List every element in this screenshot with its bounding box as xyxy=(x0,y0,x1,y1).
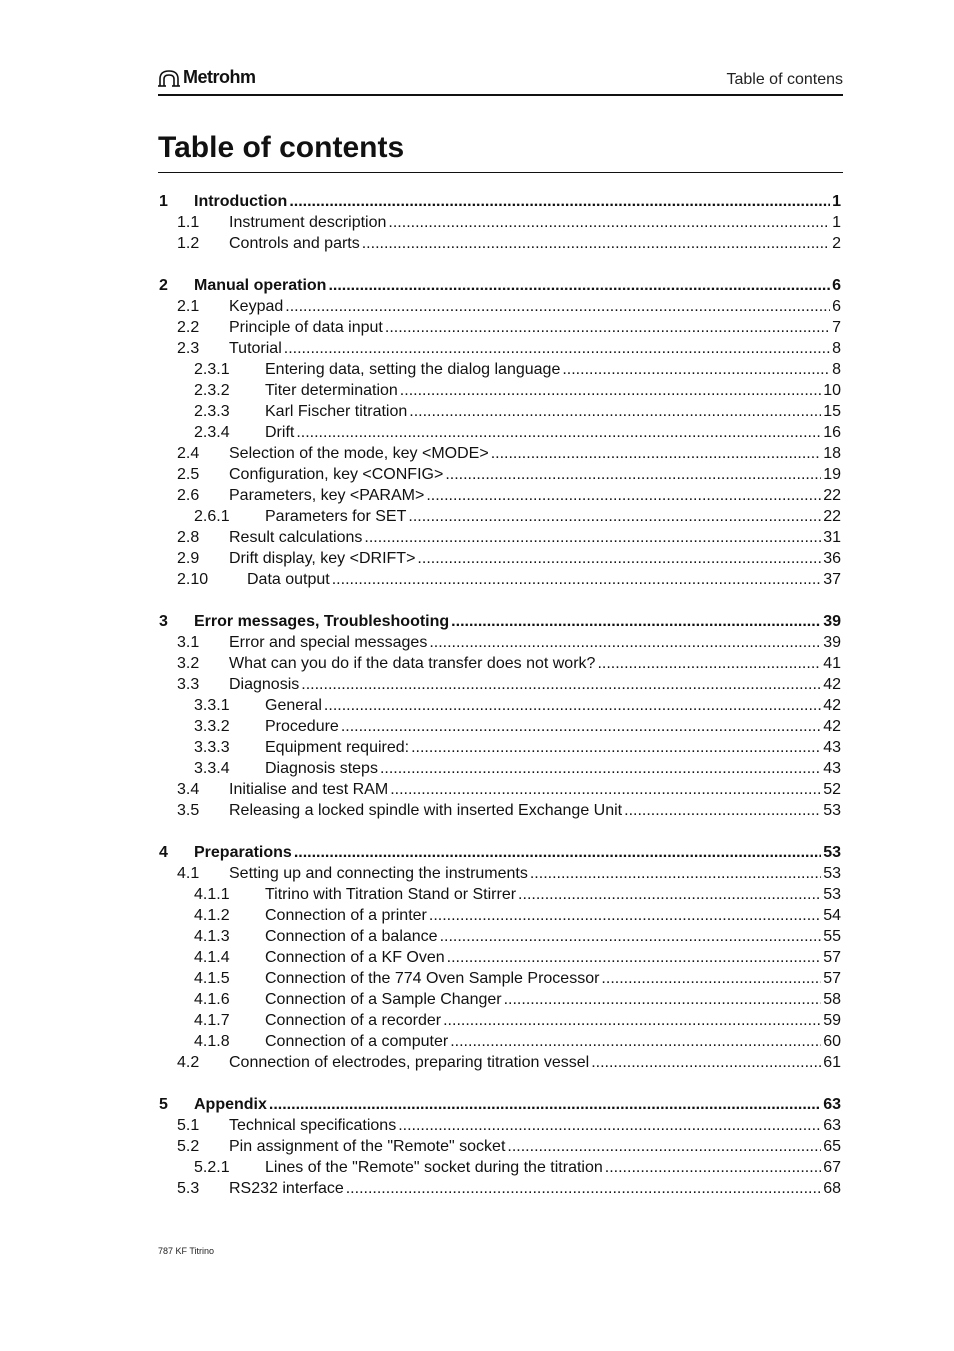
toc-chapter[interactable] xyxy=(158,192,841,213)
toc-number: 3.4 xyxy=(177,781,200,798)
toc-page-number: 63 xyxy=(823,1117,841,1134)
dot-leader xyxy=(301,675,821,695)
toc-title: Connection of a Sample Changer xyxy=(265,991,502,1008)
toc-title: Selection of the mode, key <MODE> xyxy=(229,445,489,462)
dot-leader xyxy=(447,948,822,968)
toc-number: 4.1.3 xyxy=(194,928,230,945)
brand-name: Metrohm xyxy=(183,67,256,87)
toc-chapter[interactable] xyxy=(158,1095,841,1116)
toc-number: 2.10 xyxy=(177,571,209,588)
toc-entry[interactable] xyxy=(158,927,841,948)
toc-title-cell xyxy=(265,927,841,947)
toc-entry[interactable] xyxy=(158,1158,841,1179)
dot-leader xyxy=(429,906,821,926)
dot-leader xyxy=(491,444,822,464)
toc-title-cell xyxy=(265,759,841,779)
toc-entry[interactable] xyxy=(158,318,841,339)
toc-entry[interactable] xyxy=(158,969,841,990)
toc-title-cell xyxy=(265,381,841,401)
toc-number: 3 xyxy=(159,613,168,630)
toc-entry[interactable] xyxy=(158,507,841,528)
toc-title-cell xyxy=(229,1116,841,1136)
toc-entry[interactable] xyxy=(158,948,841,969)
toc-title-cell xyxy=(265,507,841,527)
toc-entry[interactable] xyxy=(158,549,841,570)
table-of-contents xyxy=(158,192,841,1200)
toc-page-number: 68 xyxy=(823,1180,841,1197)
toc-title: Error messages, Troubleshooting xyxy=(194,613,450,630)
toc-page-number: 53 xyxy=(823,886,841,903)
toc-title: Connection of a KF Oven xyxy=(265,949,445,966)
toc-number: 2.8 xyxy=(177,529,200,546)
toc-title-cell xyxy=(194,843,841,863)
toc-entry[interactable] xyxy=(158,444,841,465)
toc-title-cell xyxy=(229,339,841,359)
toc-page-number: 60 xyxy=(823,1033,841,1050)
toc-title-cell xyxy=(194,192,841,212)
toc-title-cell xyxy=(247,570,841,590)
toc-title-cell xyxy=(265,969,841,989)
toc-title-cell xyxy=(229,801,841,821)
toc-entry[interactable] xyxy=(158,696,841,717)
dot-leader xyxy=(601,969,821,989)
dot-leader xyxy=(429,633,821,653)
toc-title-cell xyxy=(265,717,841,737)
toc-page-number: 42 xyxy=(823,697,841,714)
dot-leader xyxy=(332,570,821,590)
brand-logo xyxy=(158,67,256,88)
toc-title: Titer determination xyxy=(265,382,398,399)
toc-title-cell xyxy=(229,549,841,569)
toc-title-cell xyxy=(265,948,841,968)
toc-page-number: 2 xyxy=(832,235,841,252)
toc-number: 2.9 xyxy=(177,550,200,567)
toc-title: Connection of a computer xyxy=(265,1033,449,1050)
toc-number: 2.3.2 xyxy=(194,382,230,399)
toc-entry[interactable] xyxy=(158,717,841,738)
toc-page-number: 57 xyxy=(823,949,841,966)
toc-page-number: 22 xyxy=(823,487,841,504)
dot-leader xyxy=(597,654,821,674)
toc-title-cell xyxy=(194,612,841,632)
toc-page-number: 39 xyxy=(823,613,841,630)
toc-chapter[interactable] xyxy=(158,612,841,633)
toc-title: Lines of the "Remote" socket during the titration xyxy=(265,1159,603,1176)
toc-entry[interactable] xyxy=(158,465,841,486)
toc-title-cell xyxy=(229,675,841,695)
toc-chapter[interactable] xyxy=(158,843,841,864)
dot-leader xyxy=(440,927,822,947)
toc-entry[interactable] xyxy=(158,423,841,444)
dot-leader xyxy=(289,192,830,212)
toc-page-number: 59 xyxy=(823,1012,841,1029)
toc-entry[interactable] xyxy=(158,654,841,675)
toc-page-number: 31 xyxy=(823,529,841,546)
toc-number: 4.1.8 xyxy=(194,1033,230,1050)
dot-leader xyxy=(328,276,830,296)
toc-title: General xyxy=(265,697,322,714)
toc-number: 5.1 xyxy=(177,1117,200,1134)
toc-title: Keypad xyxy=(229,298,284,315)
toc-title-cell xyxy=(229,1053,841,1073)
toc-title-cell xyxy=(265,906,841,926)
toc-number: 5.2 xyxy=(177,1138,200,1155)
toc-page-number: 6 xyxy=(832,298,841,315)
toc-title-cell xyxy=(265,1032,841,1052)
toc-number: 3.3.1 xyxy=(194,697,230,714)
toc-title: Instrument description xyxy=(229,214,387,231)
toc-title-cell xyxy=(229,1137,841,1157)
toc-entry[interactable] xyxy=(158,864,841,885)
toc-title: Initialise and test RAM xyxy=(229,781,389,798)
toc-title: Connection of a recorder xyxy=(265,1012,442,1029)
toc-number: 1 xyxy=(159,193,168,210)
dot-leader xyxy=(443,1011,821,1031)
toc-page-number: 22 xyxy=(823,508,841,525)
toc-number: 2.3.1 xyxy=(194,361,230,378)
toc-title: Preparations xyxy=(194,844,292,861)
dot-leader xyxy=(450,1032,821,1052)
dot-leader xyxy=(364,528,821,548)
toc-page-number: 7 xyxy=(832,319,841,336)
dot-leader xyxy=(417,549,821,569)
toc-title: Result calculations xyxy=(229,529,363,546)
toc-title-cell xyxy=(229,213,841,233)
dot-leader xyxy=(324,696,821,716)
toc-title: Connection of a printer xyxy=(265,907,427,924)
toc-page-number: 57 xyxy=(823,970,841,987)
dot-leader xyxy=(385,318,830,338)
toc-number: 1.2 xyxy=(177,235,200,252)
toc-title: Controls and parts xyxy=(229,235,360,252)
page-footer: 787 KF Titrino xyxy=(158,1246,215,1256)
toc-number: 5.2.1 xyxy=(194,1159,230,1176)
toc-number: 2.2 xyxy=(177,319,200,336)
toc-entry[interactable] xyxy=(158,885,841,906)
toc-title: Drift display, key <DRIFT> xyxy=(229,550,416,567)
toc-number: 3.5 xyxy=(177,802,200,819)
toc-page-number: 15 xyxy=(823,403,841,420)
toc-page-number: 1 xyxy=(832,214,841,231)
toc-title: Parameters, key <PARAM> xyxy=(229,487,425,504)
toc-page-number: 8 xyxy=(832,361,841,378)
toc-page-number: 42 xyxy=(823,718,841,735)
toc-title-cell xyxy=(229,528,841,548)
toc-entry[interactable] xyxy=(158,990,841,1011)
toc-entry[interactable] xyxy=(158,402,841,423)
toc-page-number: 16 xyxy=(823,424,841,441)
toc-number: 4.1.4 xyxy=(194,949,230,966)
toc-title-cell xyxy=(229,234,841,254)
toc-title: What can you do if the data transfer does not work? xyxy=(229,655,596,672)
toc-title-cell xyxy=(229,780,841,800)
toc-page-number: 36 xyxy=(823,550,841,567)
toc-number: 4.1.7 xyxy=(194,1012,230,1029)
toc-page-number: 53 xyxy=(823,844,841,861)
toc-title-cell xyxy=(194,1095,841,1115)
toc-number: 3.3.2 xyxy=(194,718,230,735)
toc-entry[interactable] xyxy=(158,738,841,759)
toc-entry[interactable] xyxy=(158,339,841,360)
toc-entry[interactable] xyxy=(158,297,841,318)
toc-number: 4 xyxy=(159,844,168,861)
toc-number: 2.6 xyxy=(177,487,200,504)
dot-leader xyxy=(409,402,821,422)
toc-number: 2.6.1 xyxy=(194,508,230,525)
toc-title: Introduction xyxy=(194,193,288,210)
dot-leader xyxy=(269,1095,821,1115)
toc-number: 3.3.3 xyxy=(194,739,230,756)
toc-entry[interactable] xyxy=(158,906,841,927)
toc-entry[interactable] xyxy=(158,381,841,402)
toc-number: 2.3.4 xyxy=(194,424,230,441)
dot-leader xyxy=(294,843,821,863)
dot-leader xyxy=(507,1137,821,1157)
toc-number: 2.1 xyxy=(177,298,200,315)
toc-title: Entering data, setting the dialog language xyxy=(265,361,561,378)
toc-title: Pin assignment of the "Remote" socket xyxy=(229,1138,506,1155)
toc-number: 5.3 xyxy=(177,1180,200,1197)
toc-entry[interactable] xyxy=(158,633,841,654)
dot-leader xyxy=(390,780,821,800)
toc-entry[interactable] xyxy=(158,486,841,507)
dot-leader xyxy=(605,1158,821,1178)
toc-entry[interactable] xyxy=(158,213,841,234)
toc-title-cell xyxy=(265,423,841,443)
toc-title-cell xyxy=(229,444,841,464)
toc-number: 3.1 xyxy=(177,634,200,651)
toc-page-number: 1 xyxy=(832,193,841,210)
toc-page-number: 39 xyxy=(823,634,841,651)
toc-page-number: 18 xyxy=(823,445,841,462)
toc-entry[interactable] xyxy=(158,759,841,780)
running-head: Table of contens xyxy=(726,71,843,88)
toc-page-number: 54 xyxy=(823,907,841,924)
toc-title: Drift xyxy=(265,424,295,441)
toc-title: Tutorial xyxy=(229,340,282,357)
dot-leader xyxy=(426,486,821,506)
toc-title: Appendix xyxy=(194,1096,267,1113)
toc-entry[interactable] xyxy=(158,360,841,381)
toc-title-cell xyxy=(229,654,841,674)
toc-title: Manual operation xyxy=(194,277,327,294)
toc-entry[interactable] xyxy=(158,675,841,696)
dot-leader xyxy=(284,339,830,359)
toc-page-number: 10 xyxy=(823,382,841,399)
dot-leader xyxy=(451,612,821,632)
toc-page-number: 65 xyxy=(823,1138,841,1155)
metrohm-logo-icon xyxy=(158,68,180,88)
toc-title-cell xyxy=(265,696,841,716)
toc-page-number: 43 xyxy=(823,739,841,756)
toc-entry[interactable] xyxy=(158,234,841,255)
toc-title-cell xyxy=(229,633,841,653)
toc-number: 4.1.1 xyxy=(194,886,230,903)
toc-title-cell xyxy=(265,738,841,758)
toc-number: 4.2 xyxy=(177,1054,200,1071)
toc-title: Karl Fischer titration xyxy=(265,403,408,420)
toc-number: 3.3 xyxy=(177,676,200,693)
dot-leader xyxy=(408,507,821,527)
toc-page-number: 37 xyxy=(823,571,841,588)
toc-title-cell xyxy=(265,402,841,422)
toc-page-number: 52 xyxy=(823,781,841,798)
toc-page-number: 58 xyxy=(823,991,841,1008)
toc-page-number: 42 xyxy=(823,676,841,693)
toc-title-cell xyxy=(265,1011,841,1031)
toc-title: Titrino with Titration Stand or Stirrer xyxy=(265,886,517,903)
dot-leader xyxy=(445,465,821,485)
toc-title-cell xyxy=(265,885,841,905)
dot-leader xyxy=(400,381,821,401)
toc-page-number: 43 xyxy=(823,760,841,777)
dot-leader xyxy=(530,864,821,884)
toc-title-cell xyxy=(229,318,841,338)
toc-title: Diagnosis xyxy=(229,676,300,693)
toc-page-number: 67 xyxy=(823,1159,841,1176)
toc-title: Setting up and connecting the instruments xyxy=(229,865,528,882)
toc-title: Equipment required: xyxy=(265,739,410,756)
toc-number: 4.1.2 xyxy=(194,907,230,924)
toc-entry[interactable] xyxy=(158,1179,841,1200)
toc-title: Principle of data input xyxy=(229,319,383,336)
toc-title: Configuration, key <CONFIG> xyxy=(229,466,444,483)
toc-number: 1.1 xyxy=(177,214,200,231)
dot-leader xyxy=(285,297,830,317)
toc-title-cell xyxy=(229,864,841,884)
toc-number: 5 xyxy=(159,1096,168,1113)
toc-chapter[interactable] xyxy=(158,276,841,297)
toc-title: Diagnosis steps xyxy=(265,760,378,777)
toc-title-cell xyxy=(265,360,841,380)
toc-number: 4.1.6 xyxy=(194,991,230,1008)
toc-page-number: 63 xyxy=(823,1096,841,1113)
toc-title: Connection of a balance xyxy=(265,928,438,945)
dot-leader xyxy=(624,801,821,821)
dot-leader xyxy=(296,423,821,443)
toc-title: Procedure xyxy=(265,718,339,735)
toc-entry[interactable] xyxy=(158,570,841,591)
toc-number: 3.2 xyxy=(177,655,200,672)
toc-entry[interactable] xyxy=(158,528,841,549)
toc-page-number: 8 xyxy=(832,340,841,357)
toc-title: Technical specifications xyxy=(229,1117,397,1134)
toc-number: 2.4 xyxy=(177,445,200,462)
toc-title: Connection of electrodes, preparing titration vessel xyxy=(229,1054,590,1071)
toc-page-number: 61 xyxy=(823,1054,841,1071)
toc-number: 2.3 xyxy=(177,340,200,357)
dot-leader xyxy=(562,360,830,380)
toc-title-cell xyxy=(265,1158,841,1178)
toc-title: Error and special messages xyxy=(229,634,428,651)
toc-page-number: 55 xyxy=(823,928,841,945)
toc-entry[interactable] xyxy=(158,1032,841,1053)
toc-number: 2 xyxy=(159,277,168,294)
toc-title-cell xyxy=(229,1179,841,1199)
toc-title: RS232 interface xyxy=(229,1180,344,1197)
page-header xyxy=(158,66,843,96)
dot-leader xyxy=(504,990,822,1010)
page-title: Table of contents xyxy=(158,130,843,173)
toc-title: Data output xyxy=(247,571,330,588)
toc-number: 4.1 xyxy=(177,865,200,882)
dot-leader xyxy=(388,213,830,233)
toc-entry[interactable] xyxy=(158,780,841,801)
toc-title: Releasing a locked spindle with inserted Exchange Unit xyxy=(229,802,623,819)
toc-page-number: 19 xyxy=(823,466,841,483)
toc-title-cell xyxy=(229,297,841,317)
toc-number: 2.5 xyxy=(177,466,200,483)
toc-entry[interactable] xyxy=(158,1053,841,1074)
toc-title: Parameters for SET xyxy=(265,508,407,525)
toc-number: 2.3.3 xyxy=(194,403,230,420)
toc-entry[interactable] xyxy=(158,1011,841,1032)
dot-leader xyxy=(346,1179,821,1199)
toc-page-number: 41 xyxy=(823,655,841,672)
dot-leader xyxy=(398,1116,821,1136)
toc-title-cell xyxy=(265,990,841,1010)
dot-leader xyxy=(380,759,821,779)
toc-title-cell xyxy=(229,486,841,506)
toc-number: 4.1.5 xyxy=(194,970,230,987)
dot-leader xyxy=(341,717,821,737)
dot-leader xyxy=(411,738,821,758)
dot-leader xyxy=(518,885,821,905)
toc-page-number: 53 xyxy=(823,802,841,819)
toc-page-number: 53 xyxy=(823,865,841,882)
dot-leader xyxy=(591,1053,821,1073)
toc-entry[interactable] xyxy=(158,1137,841,1158)
toc-title-cell xyxy=(194,276,841,296)
dot-leader xyxy=(362,234,830,254)
toc-number: 3.3.4 xyxy=(194,760,230,777)
toc-entry[interactable] xyxy=(158,1116,841,1137)
toc-title: Connection of the 774 Oven Sample Processor xyxy=(265,970,600,987)
toc-page-number: 6 xyxy=(832,277,841,294)
toc-title-cell xyxy=(229,465,841,485)
toc-entry[interactable] xyxy=(158,801,841,822)
